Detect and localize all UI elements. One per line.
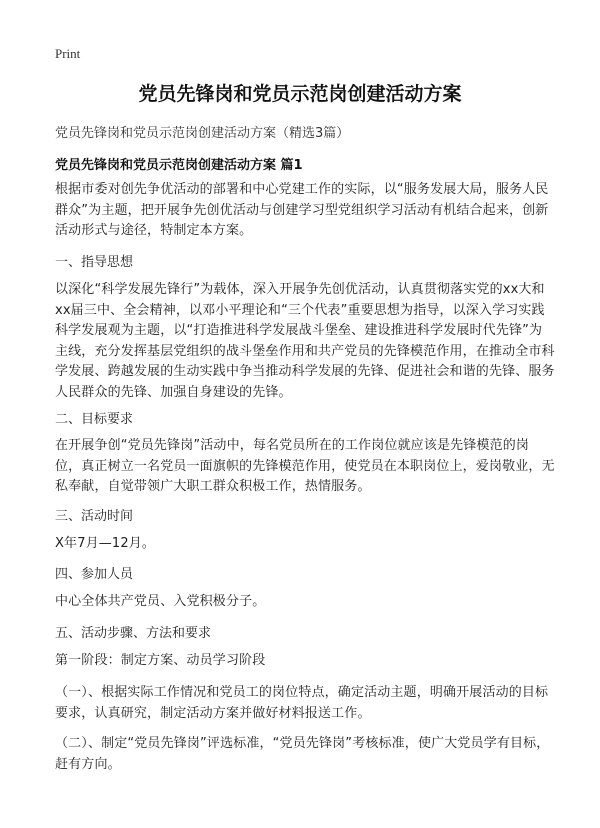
heading-guiding-ideology: 一、指导思想 [55, 255, 134, 270]
paragraph-item-one: （一）、根据实际工作情况和党员工的岗位特点，确定活动主题，明确开展活动的目标要求，认真研究，制定活动方案并做好材料报送工作。 [55, 685, 549, 721]
paragraph-guiding-ideology: 以深化“科学发展先锋行”为载体，深入开展争先创优活动，认真贯彻落实党的xx大和xx届三中、全会精神，以邓小平理论和“三个代表”重要思想为指导，以深入学习实践科学发展观为主题，以“打造推进科学发展战斗堡垒、建设推进科学发展时代先锋”为主线，充分发挥基层党组织的战斗堡垒作用和共产党员的先锋模范作用，在推动全市科学发展、跨越发展的生动实践中争当推动科学发展的先锋、促进社会和谐的先锋、服务人民群众的先锋、加强自身建设的先锋。 [55, 282, 555, 400]
paragraph-activity-time: X年7月—12月。 [55, 536, 156, 551]
heading-participants: 四、参加人员 [55, 567, 134, 582]
heading-steps: 五、活动步骤、方法和要求 [55, 626, 212, 641]
paragraph-item-two: （二）、制定“党员先锋岗”评选标准，“党员先锋岗”考核标准，使广大党员学有目标，赶有方向。 [55, 736, 550, 772]
page-title: 党员先锋岗和党员示范岗创建活动方案 [138, 83, 462, 105]
paragraph-goals: 在开展争创“党员先锋岗”活动中，每名党员所在的工作岗位就应该是先锋模范的岗位，真正树立一名党员一面旗帜的先锋模范作用，使党员在本职岗位上，爱岗敬业，无私奉献，自觉带领广大职工群众积极工作，热情服务。 [55, 438, 555, 494]
intro-paragraph: 根据市委对创先争优活动的部署和中心党建工作的实际，以“服务发展大局，服务人民群众”为主题，把开展争先创优活动与创建学习型党组织学习活动有机结合起来，创新活动形式与途径，特制定本方案。 [55, 182, 549, 238]
paragraph-stage-one: 第一阶段：制定方案、动员学习阶段 [55, 653, 266, 668]
section-title: 党员先锋岗和党员示范岗创建活动方案 篇1 [55, 158, 303, 173]
heading-goals: 二、目标要求 [55, 412, 134, 427]
document-subtitle: 党员先锋岗和党员示范岗创建活动方案（精选3篇） [55, 126, 350, 141]
paragraph-participants: 中心全体共产党员、入党积极分子。 [55, 594, 266, 609]
heading-activity-time: 三、活动时间 [55, 509, 134, 524]
print-link[interactable]: Print [55, 46, 81, 61]
